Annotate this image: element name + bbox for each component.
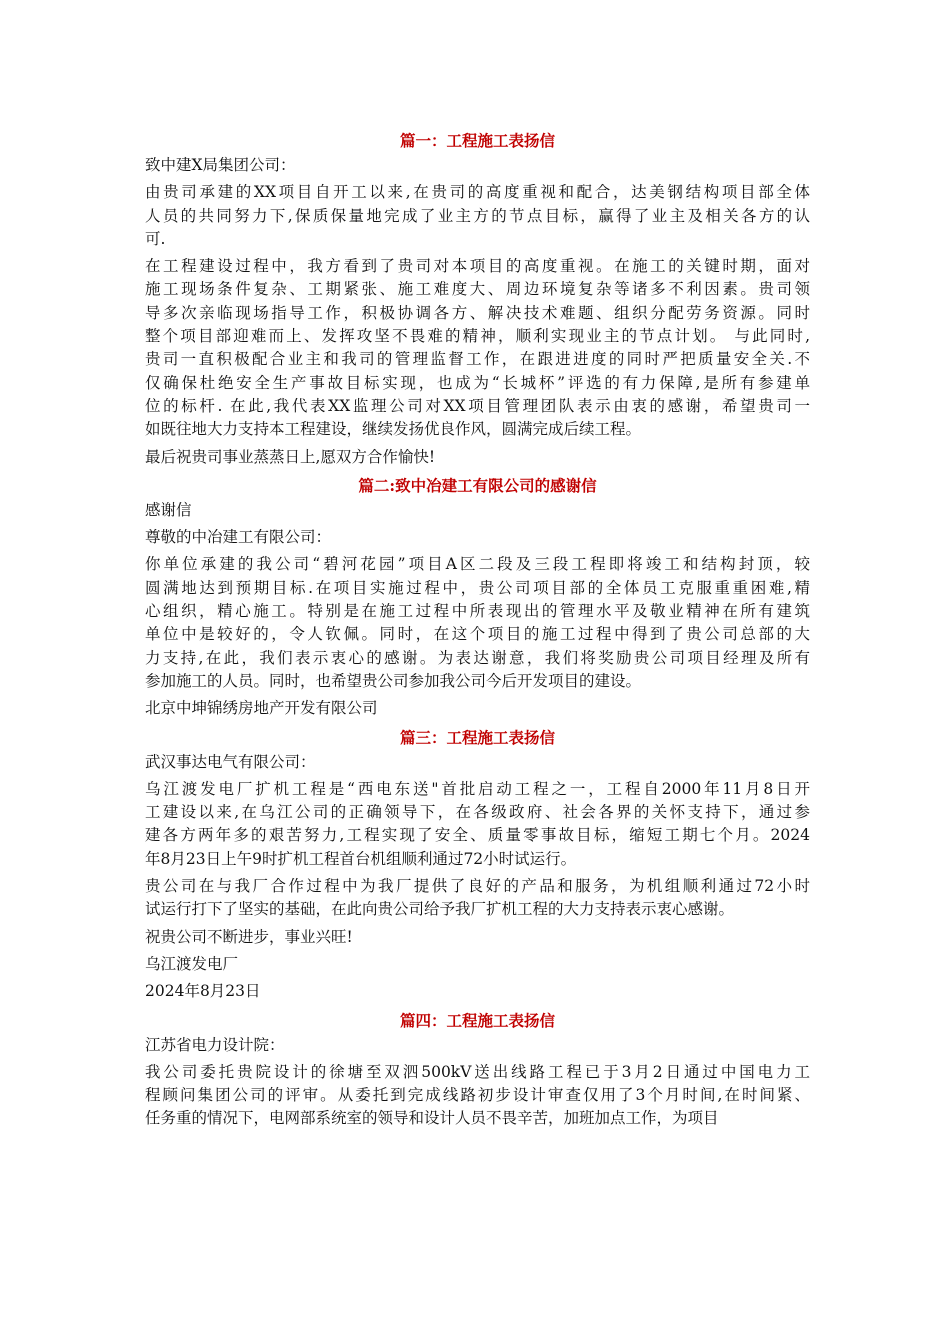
paragraph-line: 乌江渡发电厂 bbox=[145, 954, 239, 973]
paragraph-line: 武汉事达电气有限公司： bbox=[145, 752, 316, 771]
paragraph-line: 位的标杆. 在此,我代表XX监理公司对XX项目管理团队表示由衷的感谢，希望贵司一 bbox=[145, 396, 810, 415]
paragraph-line: 参加施工的人员。同时，也希望贵公司参加我公司今后开发项目的建设。 bbox=[145, 671, 642, 690]
paragraph-line: 致中建X局集团公司： bbox=[145, 156, 296, 174]
paragraph-line: 尊敬的中冶建工有限公司： bbox=[145, 528, 332, 547]
paragraph-line: 单位中是较好的，令人钦佩。同时，在这个项目的施工过程中得到了贵公司总部的大 bbox=[145, 625, 810, 644]
paragraph-line: 年8月23日上午9时扩机工程首台机组顺利通过72小时试运行。 bbox=[145, 849, 577, 868]
paragraph-line: 由贵司承建的XX项目自开工以来,在贵司的高度重视和配合，达美钢结构项目部全体 bbox=[145, 183, 810, 202]
article-title: 篇二:致中冶建工有限公司的感谢信 bbox=[358, 475, 597, 495]
article-title: 篇四：工程施工表扬信 bbox=[399, 1010, 555, 1030]
paragraph bbox=[145, 181, 810, 251]
paragraph-line: 施工现场条件复杂、工期紧张、施工难度大、周边环境复杂等诸多不利因素。贵司领 bbox=[145, 280, 810, 299]
paragraph-line: 如既往地大力支持本工程建设，继续发扬优良作风，圆满完成后续工程。 bbox=[145, 420, 642, 439]
paragraph-line: 你单位承建的我公司“碧河花园”项目A区二段及三段工程即将竣工和结构封顶，较 bbox=[145, 555, 810, 574]
paragraph-line: 试运行打下了坚实的基础，在此向贵公司给予我厂扩机工程的大力支持表示衷心感谢。 bbox=[145, 900, 735, 919]
paragraph-line: 2024年8月23日 bbox=[145, 982, 261, 1001]
paragraph-line: 程顾问集团公司的评审。从委托到完成线路初步设计审查仅用了3个月时间,在时间紧、 bbox=[145, 1086, 810, 1105]
paragraph-line: 感谢信 bbox=[145, 500, 192, 519]
paragraph bbox=[145, 255, 810, 441]
article-title: 篇三：工程施工表扬信 bbox=[399, 727, 555, 747]
paragraph-line: 人员的共同努力下,保质保量地完成了业主方的节点目标，赢得了业主及相关各方的认 bbox=[145, 206, 810, 225]
paragraph bbox=[145, 778, 810, 871]
paragraph-line: 我公司委托贵院设计的徐塘至双泗500kV送出线路工程已于3月2日通过中国电力工 bbox=[145, 1062, 810, 1081]
paragraph-line: 在工程建设过程中，我方看到了贵司对本项目的高度重视。在施工的关键时期，面对 bbox=[145, 257, 810, 276]
paragraph-line: 乌江渡发电厂扩机工程是“西电东送"首批启动工程之一，工程自2000年11月8日开 bbox=[145, 779, 810, 798]
paragraph-line: 贵公司在与我厂合作过程中为我厂提供了良好的产品和服务，为机组顺利通过72小时 bbox=[145, 877, 810, 896]
paragraph-line: 可. bbox=[145, 229, 166, 248]
paragraph-line: 导多次亲临现场指导工作，积极协调各方、解决技术难题、组织分配劳务资源。同时 bbox=[145, 303, 810, 322]
paragraph bbox=[145, 553, 810, 693]
paragraph-line: 最后祝贵司事业蒸蒸日上,愿双方合作愉快! bbox=[145, 447, 436, 466]
document-content bbox=[145, 128, 810, 1135]
paragraph-line: 仅确保杜绝安全生产事故目标实现，也成为“长城杯”评选的有力保障,是所有参建单 bbox=[145, 373, 810, 392]
paragraph-line: 整个项目部迎难而上、发挥攻坚不畏难的精神，顺利实现业主的节点计划。 与此同时, bbox=[145, 327, 810, 346]
paragraph-line: 江苏省电力设计院： bbox=[145, 1035, 285, 1054]
paragraph bbox=[145, 1061, 810, 1131]
paragraph-line: 建各方两年多的艰苦努力,工程实现了安全、质量零事故目标，缩短工期七个月。2024 bbox=[145, 826, 810, 845]
paragraph-line: 北京中坤锦绣房地产开发有限公司 bbox=[145, 699, 378, 718]
paragraph-line: 贵司一直积极配合业主和我司的管理监督工作，在跟进进度的同时严把质量安全关.不 bbox=[145, 350, 810, 369]
paragraph-line: 任务重的情况下，电网部系统室的领导和设计人员不畏辛苦，加班加点工作，为项目 bbox=[145, 1109, 719, 1128]
paragraph-line: 工建设以来,在乌江公司的正确领导下，在各级政府、社会各界的关怀支持下，通过参 bbox=[145, 803, 810, 822]
paragraph-line: 心组织，精心施工。特别是在施工过程中所表现出的管理水平及敬业精神在所有建筑 bbox=[145, 602, 810, 621]
article-title: 篇一：工程施工表扬信 bbox=[399, 131, 555, 150]
paragraph-line: 圆满地达到预期目标.在项目实施过程中，贵公司项目部的全体员工克服重重困难,精 bbox=[145, 578, 810, 597]
paragraph-line: 祝贵公司不断进步，事业兴旺! bbox=[145, 927, 353, 946]
paragraph-line: 力支持,在此，我们表示衷心的感谢。为表达谢意，我们将奖励贵公司项目经理及所有 bbox=[145, 648, 810, 667]
paragraph bbox=[145, 875, 810, 922]
